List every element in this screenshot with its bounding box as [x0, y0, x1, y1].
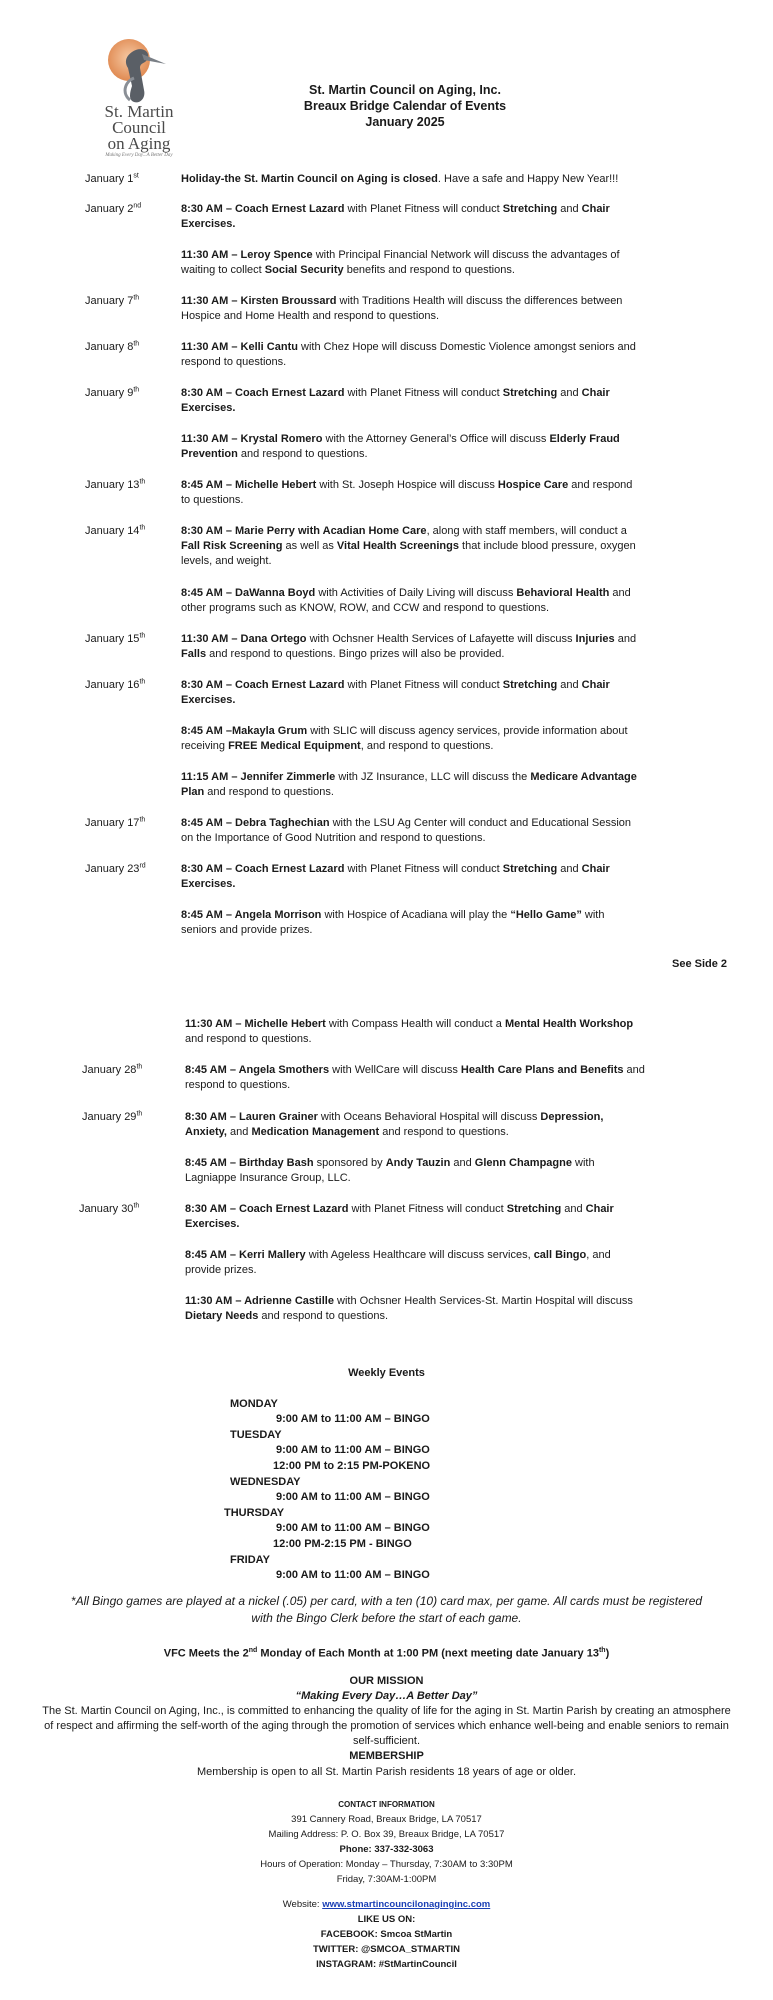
weekly-events-title: Weekly Events: [348, 1367, 425, 1379]
weekday-tuesday: TUESDAY: [230, 1429, 282, 1441]
contact-phone: Phone: 337-332-3063: [339, 1844, 434, 1855]
event-date: January 8th: [85, 340, 140, 353]
membership-title: MEMBERSHIP: [349, 1750, 424, 1762]
event-date: January 13th: [85, 478, 146, 491]
contact-hours-friday: Friday, 7:30AM-1:00PM: [336, 1874, 437, 1885]
event-description: 11:30 AM – Leroy Spence with Principal Financial Network will discuss the advantages of waiting to collect Social Security benefits and respond to questions.: [181, 249, 620, 276]
event-date: January 16th: [85, 678, 146, 691]
logo-line-2: Council: [112, 118, 166, 137]
event-description: 8:45 AM – DaWanna Boyd with Activities of Daily Living will discuss Behavioral Health and other programs such as KNOW, ROW, and CCW and respond to questions.: [181, 587, 631, 614]
event-description: 11:30 AM – Krystal Romero with the Attorney General’s Office will discuss Elderly Fraud Prevention and respond to questions.: [181, 433, 620, 460]
weekday-thursday: THURSDAY: [224, 1507, 285, 1519]
event-date: January 28th: [82, 1063, 143, 1076]
event-description: 11:15 AM – Jennifer Zimmerle with JZ Insurance, LLC will discuss the Medicare Advantage Plan and respond to questions.: [181, 771, 637, 798]
event-description: 8:45 AM – Angela Smothers with WellCare will discuss Health Care Plans and Benefits and respond to questions.: [185, 1064, 645, 1091]
see-side-2-note: See Side 2: [672, 958, 728, 970]
schedule-item: 9:00 AM to 11:00 AM – BINGO: [276, 1444, 430, 1456]
mission-title: OUR MISSION: [349, 1675, 424, 1687]
event-description: 8:30 AM – Coach Ernest Lazard with Planet Fitness will conduct Stretching and Chair Exercises.: [181, 863, 610, 890]
page-header: [240, 82, 570, 130]
event-description: 8:45 AM – Michelle Hebert with St. Joseph Hospice will discuss Hospice Care and respond to questions.: [181, 479, 633, 506]
schedule-item: 9:00 AM to 11:00 AM – BINGO: [276, 1413, 430, 1425]
logo-line-1: St. Martin: [104, 102, 174, 121]
event-description: 8:45 AM –Makayla Grum with SLIC will discuss agency services, provide information about receiving FREE Medical Equipment, and respond to questions.: [181, 725, 628, 752]
social-info: [0, 1897, 773, 1972]
contact-hours: Hours of Operation: Monday – Thursday, 7:30AM to 3:30PM: [260, 1859, 513, 1870]
event-date: January 29th: [82, 1110, 143, 1123]
event-description: 8:45 AM – Kerri Mallery with Ageless Healthcare will discuss services, call Bingo, and provide prizes.: [185, 1249, 611, 1276]
event-description: 11:30 AM – Michelle Hebert with Compass Health will conduct a Mental Health Workshop and respond to questions.: [185, 1018, 634, 1045]
event-description: 11:30 AM – Adrienne Castille with Ochsner Health Services-St. Martin Hospital will discuss Dietary Needs and respond to questions.: [185, 1295, 633, 1322]
event-description: 11:30 AM – Kelli Cantu with Chez Hope will discuss Domestic Violence amongst seniors and respond to questions.: [181, 341, 636, 368]
logo-tagline: Making Every Day...A Better Day: [105, 153, 173, 158]
event-description: Holiday-the St. Martin Council on Aging is closed. Have a safe and Happy New Year!!!: [181, 173, 619, 185]
event-date: January 17th: [85, 816, 146, 829]
event-description: 11:30 AM – Dana Ortego with Ochsner Health Services of Lafayette will discuss Injuries and Falls and respond to questions. Bingo prizes will also be provided.: [181, 633, 637, 660]
bingo-note: *All Bingo games are played at a nickel (.05) per card, with a ten (10) card max, per game. All cards must be registered with the Bingo Clerk before the start of each game.: [70, 1594, 703, 1625]
facebook-line: FACEBOOK: Smcoa StMartin: [320, 1929, 453, 1940]
schedule-item: 12:00 PM-2:15 PM - BINGO: [273, 1538, 412, 1550]
schedule-item: 9:00 AM to 11:00 AM – BINGO: [276, 1491, 430, 1503]
event-description: 8:45 AM – Angela Morrison with Hospice of Acadiana will play the “Hello Game” with seniors and provide prizes.: [181, 909, 605, 936]
contact-info: [0, 1797, 773, 1887]
event-description: 8:30 AM – Coach Ernest Lazard with Planet Fitness will conduct Stretching and Chair Exercises.: [181, 387, 610, 414]
event-description: 8:30 AM – Coach Ernest Lazard with Planet Fitness will conduct Stretching and Chair Exercises.: [181, 203, 610, 230]
event-description: 8:45 AM – Debra Taghechian with the LSU Ag Center will conduct and Educational Session on the Importance of Good Nutrition and respond to questions.: [181, 817, 631, 844]
event-date: January 9th: [85, 386, 140, 399]
weekday-friday: FRIDAY: [230, 1554, 270, 1566]
event-date: January 23rd: [85, 862, 146, 875]
month-title: January 2025: [365, 115, 445, 129]
event-description: 8:30 AM – Coach Ernest Lazard with Planet Fitness will conduct Stretching and Chair Exercises.: [181, 679, 610, 706]
mission-motto: “Making Every Day…A Better Day”: [295, 1690, 478, 1702]
like-us-label: LIKE US ON:: [357, 1914, 416, 1925]
website-line: Website: www.stmartincouncilonaginginc.com: [282, 1899, 491, 1910]
event-date: January 30th: [79, 1202, 140, 1215]
vfc-meeting-note: VFC Meets the 2nd Monday of Each Month at 1:00 PM (next meeting date January 13th): [163, 1647, 610, 1660]
org-title: St. Martin Council on Aging, Inc.: [309, 83, 501, 97]
event-date: January 1st: [85, 172, 139, 185]
event-description: 8:30 AM – Marie Perry with Acadian Home Care, along with staff members, will conduct a Fall Risk Screening as well as Vital Health Screenings that include blood pressure, oxygen levels, and weight.: [181, 525, 636, 567]
event-description: 8:30 AM – Lauren Grainer with Oceans Behavioral Hospital will discuss Depression, Anxiety, and Medication Management and respond to questions.: [185, 1111, 604, 1138]
event-date: January 7th: [85, 294, 140, 307]
schedule-item: 9:00 AM to 11:00 AM – BINGO: [276, 1569, 430, 1581]
twitter-line: TWITTER: @SMCOA_STMARTIN: [313, 1944, 460, 1955]
schedule-item: 12:00 PM to 2:15 PM-POKENO: [273, 1460, 431, 1472]
logo-wordmark: [84, 104, 194, 158]
website-link[interactable]: www.stmartincouncilonaginginc.com: [322, 1899, 491, 1910]
event-description: 8:30 AM – Coach Ernest Lazard with Planet Fitness will conduct Stretching and Chair Exercises.: [185, 1203, 614, 1230]
event-description: 11:30 AM – Kirsten Broussard with Traditions Health will discuss the differences between Hospice and Home Health and respond to questions.: [181, 295, 623, 322]
weekday-wednesday: WEDNESDAY: [230, 1476, 301, 1488]
weekday-monday: MONDAY: [230, 1398, 278, 1410]
event-date: January 15th: [85, 632, 146, 645]
event-date: January 2nd: [85, 202, 142, 215]
membership-text: Membership is open to all St. Martin Parish residents 18 years of age or older.: [196, 1766, 577, 1778]
contact-title: CONTACT INFORMATION: [338, 1800, 435, 1809]
event-description: 8:45 AM – Birthday Bash sponsored by Andy Tauzin and Glenn Champagne with Lagniappe Insurance Group, LLC.: [185, 1157, 595, 1184]
instagram-line: INSTAGRAM: #StMartinCouncil: [316, 1959, 457, 1970]
event-date: January 14th: [85, 524, 146, 537]
contact-address: 391 Cannery Road, Breaux Bridge, LA 70517: [291, 1814, 482, 1825]
mission-text: The St. Martin Council on Aging, Inc., is committed to enhancing the quality of life for the aging in St. Martin Parish by creating an atmosphere of respect and affirming the self-worth of the aging through the promotion of services which enhance well-being and enable seniors to remain self-sufficient.: [42, 1705, 731, 1747]
contact-mailing: Mailing Address: P. O. Box 39, Breaux Bridge, LA 70517: [268, 1829, 505, 1840]
schedule-item: 9:00 AM to 11:00 AM – BINGO: [276, 1522, 430, 1534]
calendar-title: Breaux Bridge Calendar of Events: [303, 99, 507, 113]
logo-line-3: on Aging: [107, 134, 171, 153]
